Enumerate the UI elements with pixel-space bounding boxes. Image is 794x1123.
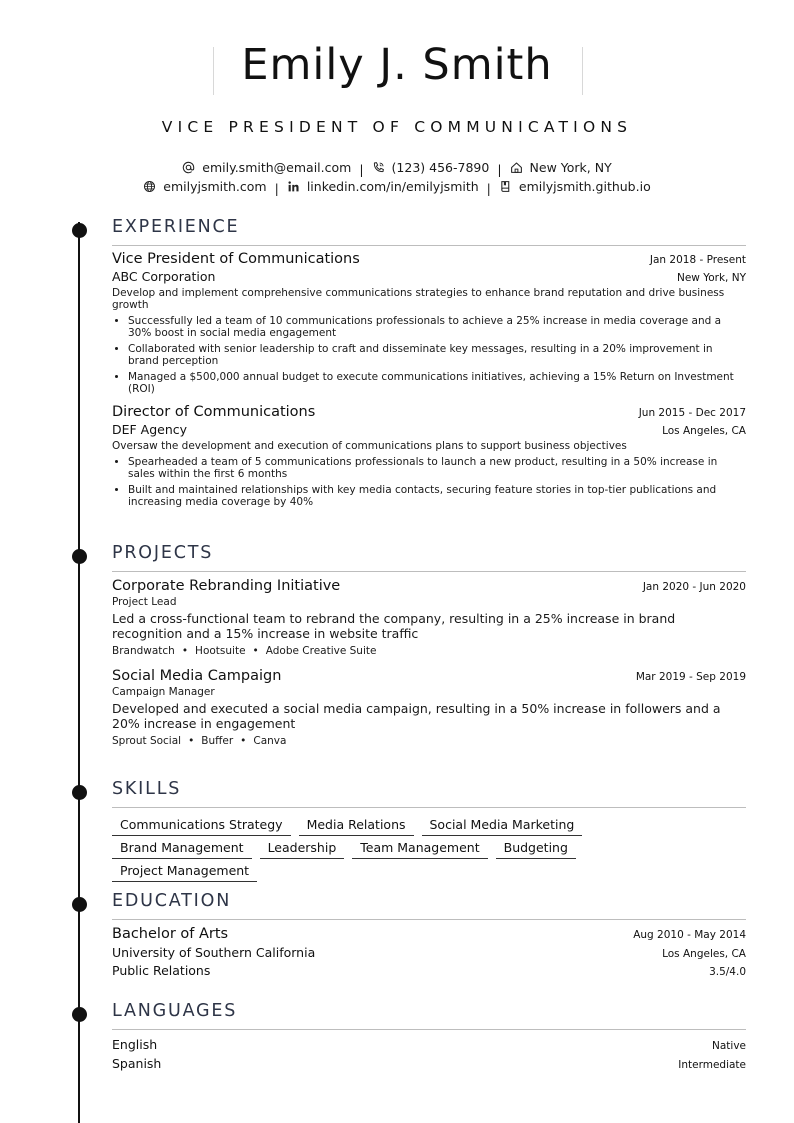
project-name: Corporate Rebranding Initiative [112, 578, 341, 594]
list-item: • Built and maintained relationships with key media contacts, securing feature stories in top-tier publications and increasing media coverage by 40% [128, 484, 746, 508]
contact-website[interactable]: emilyjsmith.com [143, 179, 266, 194]
contact-row-2: emilyjsmith.com | linkedin.com/in/emilyjsmith | emilyjsmith.github.io [0, 179, 794, 196]
phone-icon [372, 161, 385, 174]
section-title: PROJECTS [112, 543, 214, 563]
section-title: LANGUAGES [112, 1001, 238, 1021]
education-field: Public Relations [112, 963, 211, 978]
job-role: Vice President of Communications [112, 251, 360, 267]
contact-github[interactable]: emilyjsmith.github.io [499, 179, 651, 194]
education-school: University of Southern California [112, 945, 316, 960]
list-item [112, 1056, 746, 1071]
section-divider [112, 1029, 746, 1030]
job-summary: Develop and implement comprehensive communications strategies to enhance brand reputation and drive business growth [112, 287, 725, 311]
section-title: EXPERIENCE [112, 217, 240, 237]
timeline-dot-education [72, 897, 87, 912]
education-gpa: 3.5/4.0 [709, 966, 746, 978]
list-item [112, 1037, 746, 1052]
education-location: Los Angeles, CA [662, 948, 746, 960]
section-divider [112, 245, 746, 246]
project-description: Developed and executed a social media campaign, resulting in a 50% increase in followers and a 20% increase in engagement [112, 701, 721, 731]
list-item: • Collaborated with senior leadership to craft and disseminate key messages, resulting in a 20% improvement in brand perception [128, 343, 746, 367]
timeline-dot-experience [72, 223, 87, 238]
project-entry [112, 668, 746, 747]
linkedin-icon [287, 180, 300, 193]
job-summary: Oversaw the development and execution of communications plans to support business objectives [112, 440, 627, 452]
list-item: • Spearheaded a team of 5 communications professionals to launch a new product, resulting in a 50% increase in sales within the first 6 months [128, 456, 746, 480]
section-title: EDUCATION [112, 891, 232, 911]
job-role: Director of Communications [112, 404, 316, 420]
contact-email[interactable]: emily.smith@email.com [182, 160, 351, 175]
resume-name: Emily J. Smith [241, 40, 553, 90]
skill-tag: Team Management [352, 839, 487, 859]
timeline-dot-projects [72, 549, 87, 564]
project-role: Project Lead [112, 596, 177, 608]
timeline-dot-languages [72, 1007, 87, 1022]
timeline-dot-skills [72, 785, 87, 800]
contact-location: New York, NY [510, 160, 612, 175]
education-section [112, 889, 746, 978]
skill-tag: Communications Strategy [112, 816, 291, 836]
languages-section [112, 999, 746, 1071]
projects-section [112, 541, 746, 747]
skill-tag: Project Management [112, 862, 257, 882]
skill-tag: Media Relations [299, 816, 414, 836]
education-degree: Bachelor of Arts [112, 926, 229, 942]
section-divider [112, 919, 746, 920]
at-icon [182, 161, 195, 174]
education-dates: Aug 2010 - May 2014 [633, 929, 746, 941]
list-item: • Managed a $500,000 annual budget to execute communications initiatives, achieving a 15% Return on Investment (ROI) [128, 371, 746, 395]
skill-tag: Brand Management [112, 839, 252, 859]
project-tools: Sprout Social • Buffer • Canva [112, 735, 287, 747]
job-bullets [112, 315, 746, 395]
job-company: DEF Agency [112, 422, 188, 437]
contact-row-1: emily.smith@email.com | (123) 456-7890 | New York, NY [0, 160, 794, 177]
skills-section [112, 777, 746, 885]
language-level: Intermediate [678, 1059, 746, 1071]
section-divider [112, 571, 746, 572]
project-dates: Jan 2020 - Jun 2020 [642, 581, 746, 593]
job-location: New York, NY [676, 272, 746, 284]
list-item: • Successfully led a team of 10 communications professionals to achieve a 25% increase in media coverage and a 30% boost in social media engagement [128, 315, 746, 339]
github-icon [499, 180, 512, 193]
skill-tag: Leadership [260, 839, 345, 859]
globe-icon [143, 180, 156, 193]
contact-phone[interactable]: (123) 456-7890 [372, 160, 490, 175]
resume-title: VICE PRESIDENT OF COMMUNICATIONS [161, 118, 633, 136]
job-bullets [112, 456, 746, 508]
section-title: SKILLS [112, 779, 182, 799]
project-name: Social Media Campaign [112, 668, 282, 684]
project-description: Led a cross-functional team to rebrand the company, resulting in a 25% increase in brand recognition and a 15% increase in website traffic [112, 611, 676, 641]
project-dates: Mar 2019 - Sep 2019 [635, 671, 746, 683]
job-entry [112, 404, 746, 508]
job-company: ABC Corporation [112, 269, 216, 284]
job-entry [112, 251, 746, 395]
language-name: Spanish [112, 1056, 162, 1071]
project-tools: Brandwatch • Hootsuite • Adobe Creative Suite [112, 645, 377, 657]
experience-section [112, 215, 746, 512]
language-name: English [112, 1037, 158, 1052]
project-entry [112, 578, 746, 657]
timeline-line [78, 222, 80, 1123]
job-dates: Jan 2018 - Present [649, 254, 746, 266]
contact-linkedin[interactable]: linkedin.com/in/emilyjsmith [287, 179, 479, 194]
section-divider [112, 807, 746, 808]
skill-tag: Social Media Marketing [422, 816, 583, 836]
language-level: Native [712, 1040, 746, 1052]
project-role: Campaign Manager [112, 686, 215, 698]
skills-list [112, 816, 672, 885]
skill-tag: Budgeting [496, 839, 576, 859]
job-dates: Jun 2015 - Dec 2017 [638, 407, 746, 419]
home-icon [510, 161, 523, 174]
job-location: Los Angeles, CA [662, 425, 746, 437]
